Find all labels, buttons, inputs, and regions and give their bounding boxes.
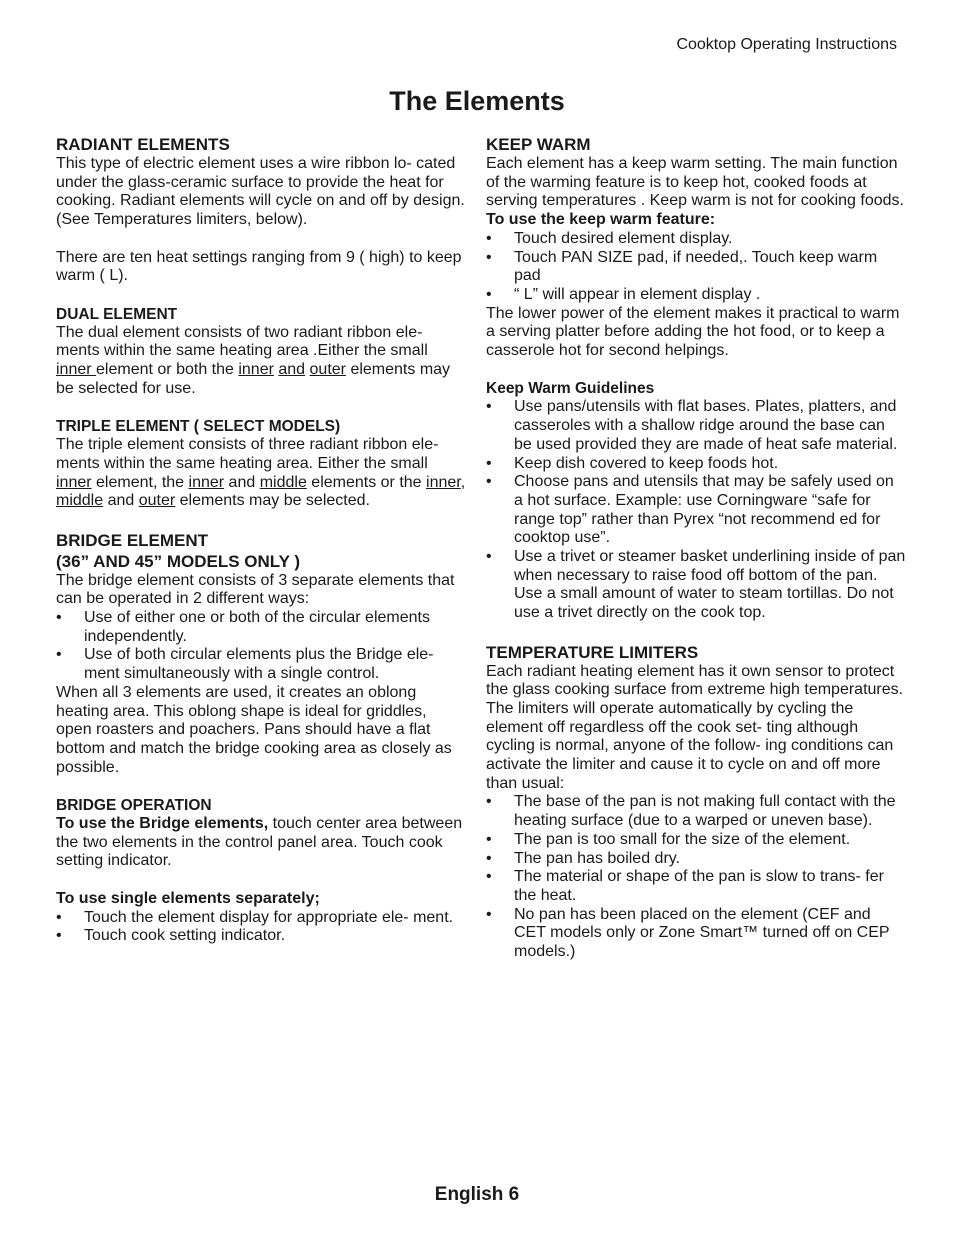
section-heading: (36” AND 45” MODELS ONLY ) [56, 551, 301, 571]
bullet-list [486, 793, 906, 961]
keep-warm-guidelines-section [486, 379, 906, 622]
paragraph: Each radiant heating element has it own sensor to protect the glass cooking surface from extreme high temperatures. The limiters will operate automatically by cycling the element off regardless off the cook set- ting although cycling is normal, anyone of the follow- ing conditions can activate the limiter and cause it to cycle on and off more than usual: [486, 662, 904, 792]
underlined-term: middle [259, 473, 307, 491]
paragraph: The triple element consists of three radiant ribbon ele- ments within the same heating area. Either the small inner element, the inner and middle elements or the inner, middle and outer elements may be selected. [56, 436, 466, 510]
lead-in: To use the Bridge elements, [56, 815, 269, 833]
subsection-heading: To use the keep warm feature: [486, 211, 716, 229]
subsection-heading: DUAL ELEMENT [56, 305, 178, 323]
underlined-term: outer [309, 361, 346, 378]
subsection-heading: TRIPLE ELEMENT ( SELECT MODELS) [56, 418, 341, 436]
paragraph: To use the Bridge elements, touch center area between the two elements in the control panel area. Touch cook setting indicator. [56, 815, 463, 870]
underlined-term: and [278, 361, 306, 378]
bullet-list [56, 909, 466, 946]
underlined-term: outer [138, 492, 176, 510]
list-item: • No pan has been placed on the element (CEF and CET models only or Zone Smart™ turned off on CEP models.) [486, 906, 906, 962]
paragraph: This type of electric element uses a wire ribbon lo- cated under the glass-ceramic surface to provide the heat for cooking. Radiant elements will cycle on and off by design. (See Temperatures limiters, below). [56, 155, 465, 229]
section-heading: RADIANT ELEMENTS [56, 135, 230, 154]
subsection-heading: BRIDGE OPERATION [56, 797, 212, 815]
list-item: • Touch PAN SIZE pad, if needed,. Touch keep warm pad [486, 249, 906, 286]
list-item: • Choose pans and utensils that may be safely used on a hot surface. Example: use Corningware “safe for range top” rather than Pyrex “not recommend ed for cooktop use”. [486, 473, 906, 548]
list-item: • Keep dish covered to keep foods hot. [486, 455, 906, 474]
bridge-element-section [56, 530, 466, 778]
page-footer: English 6 [434, 1184, 520, 1205]
underlined-term: middle [56, 492, 104, 510]
bridge-operation-section [56, 796, 466, 946]
right-column [486, 134, 906, 962]
list-item: • Touch the element display for appropriate ele- ment. [56, 909, 466, 928]
list-item: • Use a trivet or steamer basket underlining inside of pan when necessary to raise food off bottom of the pan. Use a small amount of water to steam tortillas. Do not use a trivet directly on the cook top. [486, 548, 906, 623]
underlined-term: inner [56, 361, 97, 378]
list-item: • The material or shape of the pan is slow to trans- fer the heat. [486, 868, 906, 905]
list-item: • Touch desired element display. [486, 230, 906, 249]
radiant-elements-section [56, 134, 466, 286]
page-title: The Elements [389, 86, 565, 116]
list-item: • Use of both circular elements plus the Bridge ele- ment simultaneously with a single control. [56, 646, 466, 683]
section-heading: KEEP WARM [486, 135, 591, 154]
keep-warm-section [486, 134, 906, 361]
paragraph: Each element has a keep warm setting. The main function of the warming feature is to keep hot, cooked foods at serving temperatures . Keep warm is not for cooking foods. [486, 155, 904, 210]
triple-element-section [56, 417, 466, 511]
list-item: • The pan is too small for the size of the element. [486, 831, 906, 850]
section-heading: BRIDGE ELEMENT [56, 530, 209, 550]
bullet-list [56, 609, 466, 684]
underlined-term: inner [238, 361, 274, 378]
paragraph: There are ten heat settings ranging from 9 ( high) to keep warm ( L). [56, 248, 462, 285]
paragraph: When all 3 elements are used, it creates an oblong heating area. This oblong shape is ideal for griddles, open roasters and poachers. Pans should have a flat bottom and match the bridge cooking area as closely as possible. [56, 683, 452, 776]
list-item: • Use of either one or both of the circular elements independently. [56, 609, 466, 646]
temperature-limiters-section [486, 642, 906, 962]
underlined-term: inner [188, 473, 225, 491]
underlined-term: inner [426, 473, 461, 491]
paragraph: The lower power of the element makes it practical to warm a serving platter before adding the hot food, or to keep a casserole hot for second helpings. [486, 304, 900, 360]
list-item: • Touch cook setting indicator. [56, 927, 466, 946]
paragraph: The dual element consists of two radiant ribbon ele- ments within the same heating area .Either the small inner element or both the inner and outer elements may be selected for use. [56, 323, 451, 397]
dual-element-section [56, 305, 466, 399]
underlined-term: inner [56, 473, 92, 491]
list-item: • “ L” will appear in element display . [486, 286, 906, 305]
list-item: • The base of the pan is not making full contact with the heating surface (due to a warped or uneven base). [486, 793, 906, 830]
subsection-heading: To use single elements separately; [56, 889, 320, 907]
list-item: • The pan has boiled dry. [486, 850, 906, 869]
subsection-heading: Keep Warm Guidelines [486, 380, 655, 398]
paragraph: The bridge element consists of 3 separate elements that can be operated in 2 different ways: [56, 571, 455, 608]
list-item: • Use pans/utensils with flat bases. Plates, platters, and casseroles with a shallow ridge around the base can be used provided they are made of heat safe material. [486, 398, 906, 454]
section-heading: TEMPERATURE LIMITERS [486, 642, 699, 662]
bullet-list [486, 230, 906, 305]
left-column [56, 134, 466, 946]
running-header: Cooktop Operating Instructions [676, 36, 897, 53]
bullet-list [486, 398, 906, 622]
